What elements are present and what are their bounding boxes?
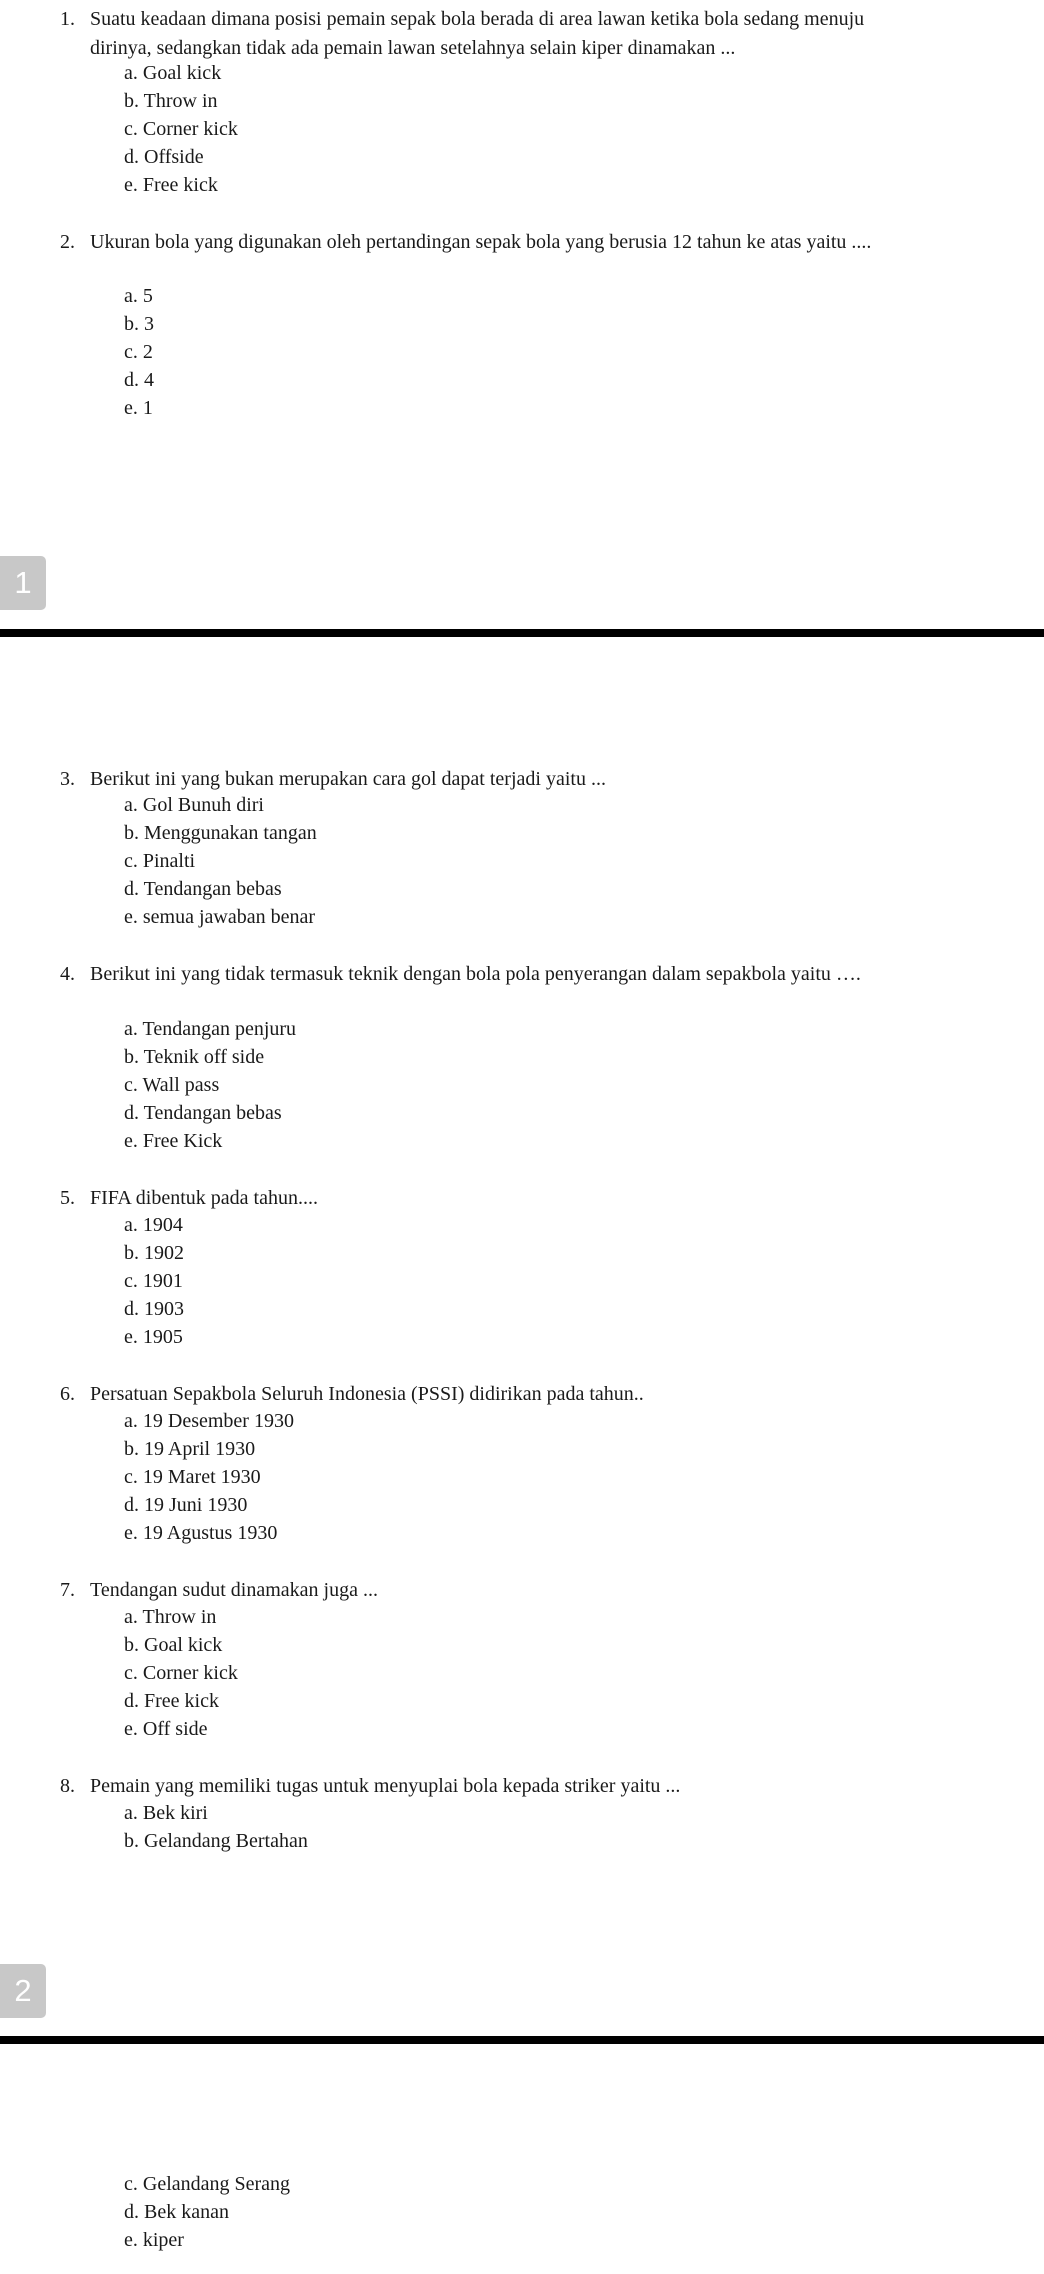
- option-1a: a. Goal kick: [124, 62, 222, 84]
- option-5d: d. 1903: [124, 1298, 184, 1320]
- question-8: [60, 1772, 930, 1801]
- option-4e: e. Free Kick: [124, 1130, 223, 1152]
- question-number: 2.: [60, 231, 75, 253]
- option-5e: e. 1905: [124, 1326, 183, 1348]
- question-number: 8.: [60, 1775, 75, 1797]
- question-text: Persatuan Sepakbola Seluruh Indonesia (PSSI) didirikan pada tahun..: [90, 1383, 644, 1405]
- option-6d: d. 19 Juni 1930: [124, 1494, 248, 1516]
- option-3a: a. Gol Bunuh diri: [124, 794, 264, 816]
- option-8b: b. Gelandang Bertahan: [124, 1830, 308, 1852]
- option-5b: b. 1902: [124, 1242, 184, 1264]
- page-divider: [0, 2036, 1044, 2044]
- question-number: 7.: [60, 1579, 75, 1601]
- question-6: [60, 1380, 930, 1409]
- page-number-badge: 2: [0, 1964, 46, 2018]
- page-divider: [0, 629, 1044, 637]
- option-8c: c. Gelandang Serang: [124, 2173, 291, 2195]
- option-3e: e. semua jawaban benar: [124, 906, 316, 928]
- option-3d: d. Tendangan bebas: [124, 878, 282, 900]
- option-6e: e. 19 Agustus 1930: [124, 1522, 278, 1544]
- option-4b: b. Teknik off side: [124, 1046, 265, 1068]
- question-number: 5.: [60, 1187, 75, 1209]
- option-7c: c. Corner kick: [124, 1662, 238, 1684]
- option-3c: c. Pinalti: [124, 850, 196, 872]
- question-text: Berikut ini yang tidak termasuk teknik dengan bola pola penyerangan dalam sepakbola yaitu ….: [90, 963, 861, 985]
- question-number: 6.: [60, 1383, 75, 1405]
- option-1c: c. Corner kick: [124, 118, 238, 140]
- page-number-badge: 1: [0, 556, 46, 610]
- question-number: 1.: [60, 8, 75, 30]
- option-6c: c. 19 Maret 1930: [124, 1466, 261, 1488]
- question-1: [60, 5, 930, 63]
- question-number: 4.: [60, 963, 75, 985]
- option-2a: a. 5: [124, 285, 153, 307]
- question-3: [60, 765, 930, 794]
- question-text: FIFA dibentuk pada tahun....: [90, 1187, 318, 1209]
- question-5: [60, 1184, 930, 1213]
- option-1d: d. Offside: [124, 146, 204, 168]
- option-8d: d. Bek kanan: [124, 2201, 229, 2223]
- option-8e: e. kiper: [124, 2229, 184, 2251]
- question-2: [60, 228, 930, 257]
- option-2b: b. 3: [124, 313, 154, 335]
- option-8a: a. Bek kiri: [124, 1802, 208, 1824]
- question-text: Ukuran bola yang digunakan oleh pertandingan sepak bola yang berusia 12 tahun ke atas yaitu ....: [90, 231, 872, 253]
- option-3b: b. Menggunakan tangan: [124, 822, 317, 844]
- option-7d: d. Free kick: [124, 1690, 219, 1712]
- option-7e: e. Off side: [124, 1718, 208, 1740]
- option-4a: a. Tendangan penjuru: [124, 1018, 297, 1040]
- question-text: Berikut ini yang bukan merupakan cara gol dapat terjadi yaitu ...: [90, 768, 606, 790]
- question-text: Tendangan sudut dinamakan juga ...: [90, 1579, 378, 1601]
- option-1e: e. Free kick: [124, 174, 218, 196]
- question-text: Pemain yang memiliki tugas untuk menyuplai bola kepada striker yaitu ...: [90, 1775, 681, 1797]
- option-5c: c. 1901: [124, 1270, 183, 1292]
- question-number: 3.: [60, 768, 75, 790]
- question-text: Suatu keadaan dimana posisi pemain sepak bola berada di area lawan ketika bola sedang menuju dirinya, sedangkan tidak ada pemain lawan setelahnya selain kiper dinamakan ...: [90, 8, 865, 59]
- option-6b: b. 19 April 1930: [124, 1438, 256, 1460]
- option-7b: b. Goal kick: [124, 1634, 223, 1656]
- option-6a: a. 19 Desember 1930: [124, 1410, 294, 1432]
- option-2c: c. 2: [124, 341, 153, 363]
- option-4c: c. Wall pass: [124, 1074, 220, 1096]
- question-4: [60, 960, 930, 989]
- option-2d: d. 4: [124, 369, 154, 391]
- option-2e: e. 1: [124, 397, 153, 419]
- option-4d: d. Tendangan bebas: [124, 1102, 282, 1124]
- option-1b: b. Throw in: [124, 90, 218, 112]
- option-7a: a. Throw in: [124, 1606, 217, 1628]
- option-5a: a. 1904: [124, 1214, 183, 1236]
- question-7: [60, 1576, 930, 1605]
